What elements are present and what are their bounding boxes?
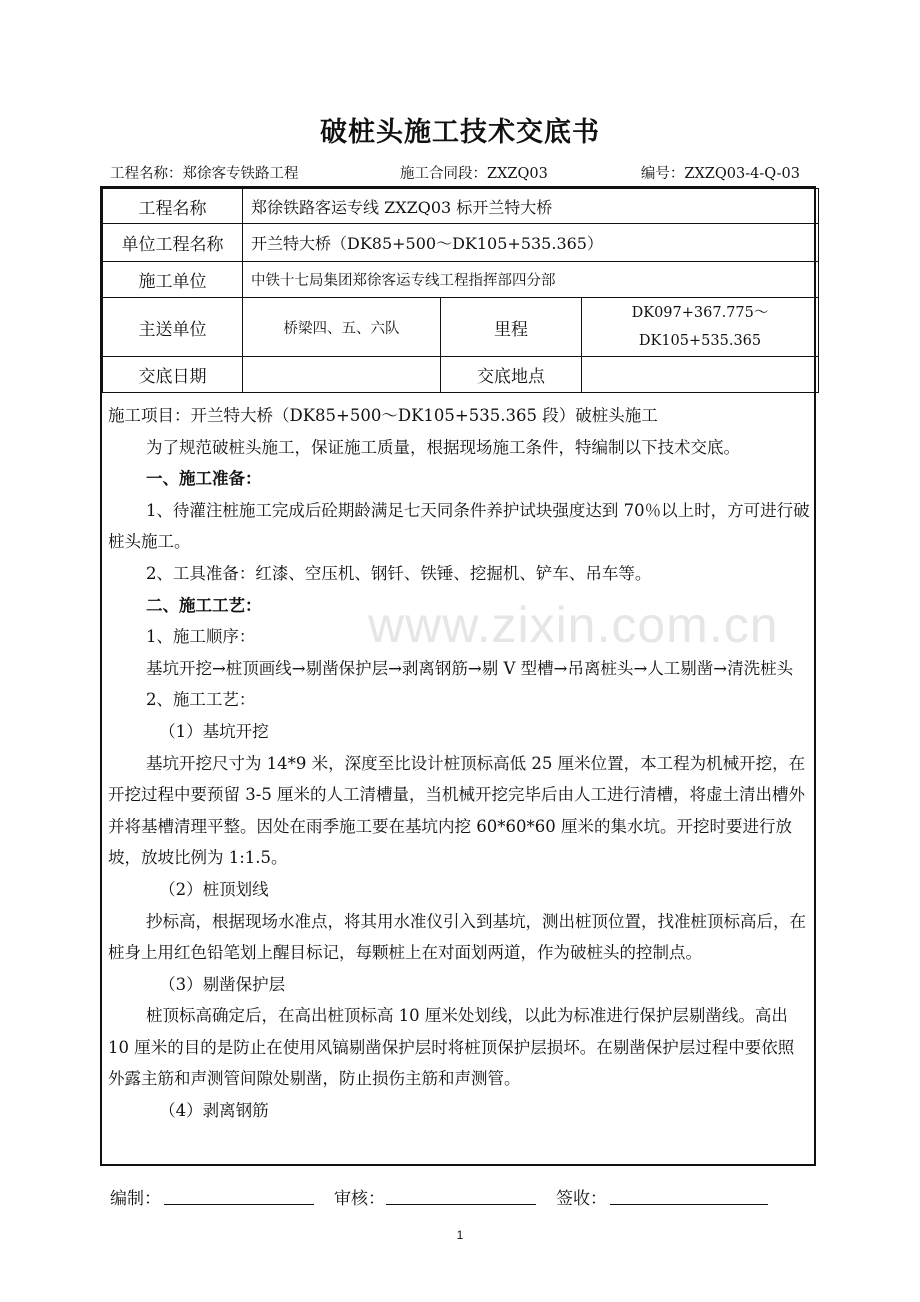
meta-contract: 施工合同段：ZXZQ03	[400, 166, 548, 182]
row-recipient	[103, 298, 819, 357]
watermark: www.zixin.com.cn	[368, 597, 779, 653]
edit-signature-line[interactable]	[164, 1204, 314, 1205]
recipient-value: 桥梁四、五、六队	[243, 298, 441, 357]
sequence-heading: 1、施工顺序：	[145, 627, 256, 647]
row-unit-project	[103, 224, 819, 262]
prep-paragraph-2: 2、工具准备：红漆、空压机、钢钎、铁锤、挖掘机、铲车、吊车等。	[145, 563, 652, 583]
receive-signature-line[interactable]	[610, 1204, 768, 1205]
step-2-paragraph: 抄标高，根据现场水准点，将其用水准仪引入到基坑，测出桩顶位置，找准桩顶标高后，在桩身上用红色铅笔划上醒目标记，每颗桩上在对面划两道，作为破桩头的控制点。	[108, 911, 806, 963]
row-project-name	[103, 189, 819, 224]
recipient-label: 主送单位	[103, 298, 243, 357]
process-heading: 2、施工工艺：	[145, 690, 256, 710]
builder-value: 中铁十七局集团郑徐客运专线工程指挥部四分部	[243, 262, 819, 298]
document-title: 破桩头施工技术交底书	[320, 117, 600, 148]
step-3-heading: （3）剔凿保护层	[159, 974, 286, 994]
step-4-heading: （4）剥离钢筋	[159, 1101, 269, 1121]
mileage-end: DK105+535.365	[638, 333, 762, 349]
unit-project-label: 单位工程名称	[103, 224, 243, 262]
document-meta	[110, 162, 800, 184]
meta-number: 编号：ZXZQ03-4-Q-03	[640, 166, 800, 182]
signature-row	[110, 1184, 810, 1210]
row-date	[103, 357, 819, 393]
step-1-paragraph: 基坑开挖尺寸为 14*9 米，深度至比设计桩顶标高低 25 厘米位置，本工程为机械开挖，在开挖过程中要预留 3-5 厘米的人工清槽量，当机械开挖完毕后由人工进行清槽，将虚土清出槽外并将基槽清理平整。因处在雨季施工要在基坑内挖 60*60*60 厘米的集水坑。开挖时要进行放坡，放坡比例为 1:1.5。	[108, 753, 806, 868]
location-value	[582, 357, 819, 393]
review-label: 审核：	[334, 1189, 385, 1209]
section-1-heading: 一、施工准备：	[145, 469, 262, 489]
builder-label: 施工单位	[103, 262, 243, 298]
meta-project: 工程名称：郑徐客专铁路工程	[110, 166, 299, 182]
step-2-heading: （2）桩顶划线	[159, 879, 269, 899]
row-builder	[103, 262, 819, 298]
intro-paragraph: 为了规范破桩头施工，保证施工质量，根据现场施工条件，特编制以下技术交底。	[145, 437, 740, 457]
project-name-label: 工程名称	[103, 189, 243, 224]
date-label: 交底日期	[103, 357, 243, 393]
disclosure-form	[100, 186, 816, 1166]
review-signature-line[interactable]	[386, 1204, 536, 1205]
location-label: 交底地点	[441, 357, 582, 393]
disclosure-content	[108, 400, 810, 1127]
unit-project-value: 开兰特大桥（DK85+500～DK105+535.365）	[243, 224, 819, 262]
prep-paragraph-1: 1、待灌注桩施工完成后砼期龄满足七天同条件养护试块强度达到 70％以上时，方可进行破桩头施工。	[108, 500, 810, 552]
step-1-heading: （1）基坑开挖	[159, 721, 269, 741]
step-3-paragraph: 桩顶标高确定后，在高出桩顶标高 10 厘米处划线，以此为标准进行保护层剔凿线。高出 10 厘米的目的是防止在使用风镐剔凿保护层时将桩顶保护层损坏。在剔凿保护层过程中要依照外露主筋和声测管间隙处剔凿，防止损伤主筋和声测管。	[108, 1006, 795, 1089]
construction-item: 施工项目：开兰特大桥（DK85+500～DK105+535.365 段）破桩头施工	[108, 406, 658, 425]
edit-label: 编制：	[110, 1189, 161, 1209]
page-number: 1	[456, 1228, 464, 1242]
section-2-heading: 二、施工工艺：	[145, 595, 262, 615]
mileage-value	[582, 298, 819, 357]
mileage-start: DK097+367.775～	[631, 305, 769, 321]
receive-label: 签收：	[556, 1189, 607, 1209]
project-name-value: 郑徐铁路客运专线 ZXZQ03 标开兰特大桥	[243, 189, 819, 224]
mileage-label: 里程	[441, 298, 582, 357]
info-table	[102, 188, 819, 393]
date-value	[243, 357, 441, 393]
sequence-paragraph: 基坑开挖→桩顶画线→剔凿保护层→剥离钢筋→剔 V 型槽→吊离桩头→人工剔凿→清洗桩头	[145, 658, 794, 678]
